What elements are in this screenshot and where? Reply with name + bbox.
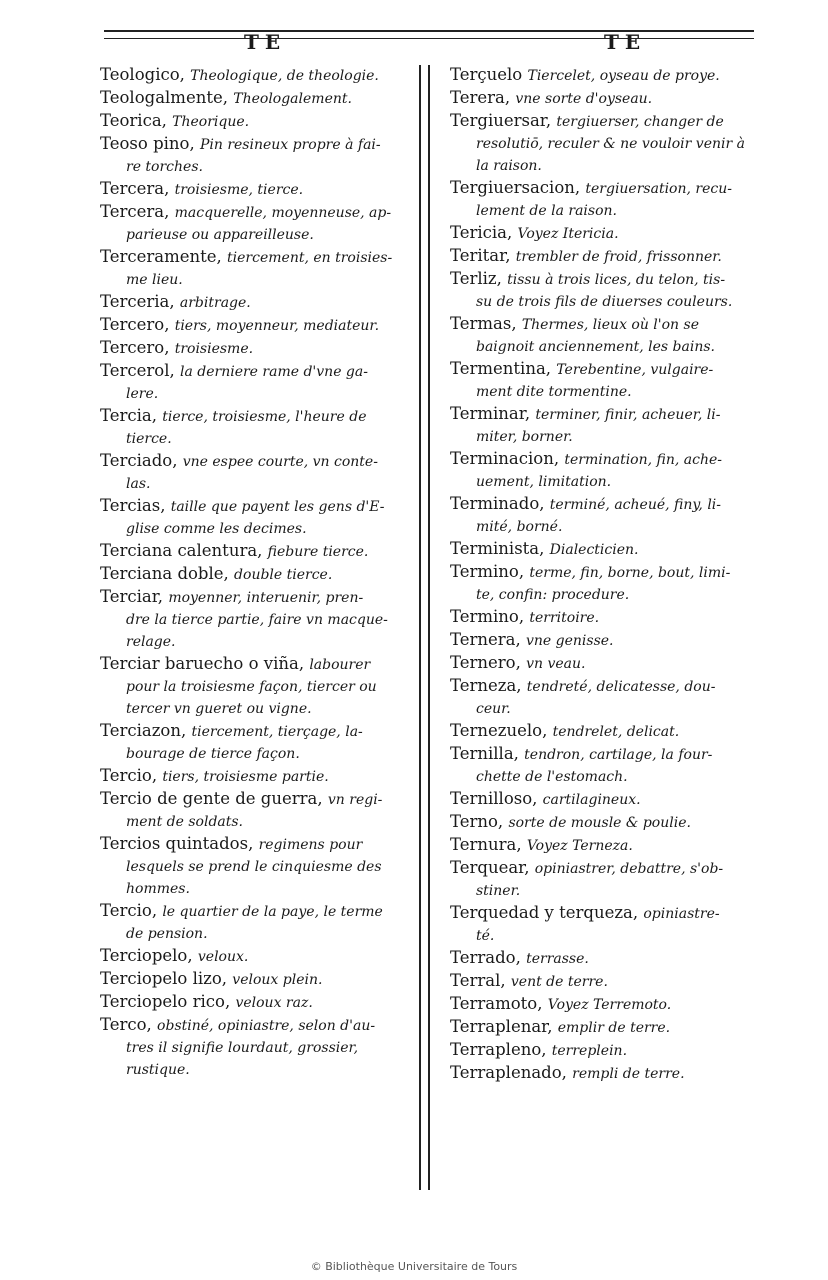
entry-term: Tericia, — [450, 223, 513, 242]
entry-definition: cartilagineux. — [542, 792, 641, 808]
entry-definition: troisiesme. — [174, 341, 254, 357]
entry-definition: veloux raz. — [235, 995, 313, 1011]
entry-continuation: uement, limitation. — [476, 474, 612, 490]
entry-definition: taille que payent les gens d'E- — [170, 499, 385, 515]
entry-definition: vne sorte d'oyseau. — [515, 91, 653, 107]
entry-definition: le quartier de la paye, le terme — [162, 904, 383, 920]
entry-definition: Theorique. — [172, 114, 250, 130]
dictionary-entry — [450, 538, 762, 561]
dictionary-entry — [100, 765, 418, 788]
entry-definition: arbitrage. — [179, 295, 251, 311]
entry-term: Terneza, — [450, 676, 522, 695]
entry-term: Terliz, — [450, 269, 502, 288]
left-column — [100, 64, 418, 1081]
copyright-footer: © Bibliothèque Universitaire de Tours — [310, 1260, 518, 1273]
dictionary-entry — [450, 720, 762, 743]
entry-term: Ternezuelo, — [450, 721, 548, 740]
dictionary-entry — [450, 1062, 762, 1085]
entry-continuation: lere. — [126, 386, 159, 402]
entry-continuation: su de trois fils de diuerses couleurs. — [476, 294, 733, 310]
entry-term: Terciopelo lizo, — [100, 969, 228, 988]
entry-term: Tergiuersar, — [450, 111, 552, 130]
entry-definition: tissu à trois lices, du telon, tis- — [507, 272, 726, 288]
dictionary-entry — [450, 222, 762, 245]
dictionary-entry — [100, 314, 418, 337]
entry-definition: terrasse. — [526, 951, 589, 967]
header-rule-thin — [104, 38, 754, 39]
entry-definition: tiers, moyenneur, mediateur. — [174, 318, 380, 334]
entry-term: Terceramente, — [100, 247, 222, 266]
entry-term: Terrapleno, — [450, 1040, 547, 1059]
entry-term: Terciar, — [100, 587, 164, 606]
entry-term: Ternilloso, — [450, 789, 538, 808]
dictionary-entry — [100, 653, 418, 720]
entry-continuation: glise comme les decimes. — [126, 521, 307, 537]
entry-term: Terminar, — [450, 404, 531, 423]
entry-continuation: te, confin: procedure. — [476, 587, 630, 603]
entry-continuation: tierce. — [126, 431, 172, 447]
entry-definition: labourer — [309, 657, 371, 673]
entry-continuation: de pension. — [126, 926, 208, 942]
entry-continuation: tres il signifie lourdaut, grossier, rustique. — [126, 1040, 359, 1078]
right-column — [450, 64, 762, 1085]
entry-definition: territoire. — [529, 610, 600, 626]
entry-definition: trembler de froid, frissonner. — [515, 249, 722, 265]
entry-definition: vn regi- — [327, 792, 383, 808]
dictionary-entry — [450, 448, 762, 493]
dictionary-entry — [450, 902, 762, 947]
entry-term: Terciopelo rico, — [100, 992, 231, 1011]
entry-definition: opiniastrer, debattre, s'ob- — [534, 861, 724, 877]
entry-definition: emplir de terre. — [557, 1020, 671, 1036]
dictionary-entry — [100, 291, 418, 314]
entry-definition: Voyez Terremoto. — [547, 997, 672, 1013]
entry-term: Terminista, — [450, 539, 545, 558]
entry-definition: rempli de terre. — [572, 1066, 685, 1082]
dictionary-entry — [100, 405, 418, 450]
entry-term: Tercia, — [100, 406, 157, 425]
dictionary-entry — [450, 834, 762, 857]
entry-term: Termino, — [450, 562, 525, 581]
dictionary-entry — [450, 403, 762, 448]
dictionary-entry — [100, 178, 418, 201]
entry-term: Tercio, — [100, 901, 158, 920]
entry-term: Terminacion, — [450, 449, 560, 468]
entry-definition: tierce, troisiesme, l'heure de — [162, 409, 367, 425]
entry-definition: Voyez Terneza. — [526, 838, 633, 854]
entry-continuation: parieuse ou appareilleuse. — [126, 227, 314, 243]
entry-definition: terminé, acheué, finy, li- — [549, 497, 722, 513]
entry-continuation: té. — [476, 928, 495, 944]
dictionary-entry — [450, 675, 762, 720]
entry-term: Ternera, — [450, 630, 521, 649]
entry-term: Tercio, — [100, 766, 158, 785]
entry-term: Ternura, — [450, 835, 522, 854]
dictionary-entry — [450, 652, 762, 675]
entry-definition: Theologalement. — [233, 91, 352, 107]
dictionary-entry — [450, 268, 762, 313]
dictionary-entry — [100, 788, 418, 833]
entry-definition: veloux. — [197, 949, 249, 965]
entry-definition: la derniere rame d'vne ga- — [179, 364, 368, 380]
column-divider — [419, 65, 421, 1190]
dictionary-entry — [100, 1014, 418, 1081]
entry-term: Terno, — [450, 812, 504, 831]
entry-continuation: baignoit anciennement, les bains. — [476, 339, 715, 355]
dictionary-entry — [100, 450, 418, 495]
dictionary-entry — [450, 87, 762, 110]
entry-term: Termino, — [450, 607, 525, 626]
entry-term: Terraplenado, — [450, 1063, 567, 1082]
entry-definition: regimens pour — [258, 837, 363, 853]
dictionary-entry — [450, 629, 762, 652]
entry-term: Tercio de gente de guerra, — [100, 789, 323, 808]
entry-continuation: las. — [126, 476, 151, 492]
dictionary-entry — [100, 337, 418, 360]
dictionary-entry — [100, 87, 418, 110]
dictionary-entry — [450, 358, 762, 403]
dictionary-entry — [100, 64, 418, 87]
entry-term: Terciado, — [100, 451, 178, 470]
dictionary-entry — [100, 945, 418, 968]
entry-definition: opiniastre- — [643, 906, 720, 922]
dictionary-entry — [450, 970, 762, 993]
entry-continuation: ment dite tormentine. — [476, 384, 632, 400]
entry-definition: moyenner, interuenir, pren- — [168, 590, 364, 606]
entry-definition: tiercement, tierçage, la- — [191, 724, 363, 740]
entry-continuation: re torches. — [126, 159, 203, 175]
entry-term: Teorica, — [100, 111, 167, 130]
dictionary-entry — [100, 201, 418, 246]
entry-definition: termination, fin, ache- — [564, 452, 722, 468]
entry-definition: tiers, troisiesme partie. — [162, 769, 329, 785]
dictionary-entry — [450, 493, 762, 538]
dictionary-entry — [100, 133, 418, 178]
entry-definition: Tiercelet, oyseau de proye. — [527, 68, 720, 84]
dictionary-entry — [450, 743, 762, 788]
dictionary-entry — [450, 561, 762, 606]
entry-definition: tendron, cartilage, la four- — [524, 747, 713, 763]
entry-continuation: miter, borner. — [476, 429, 573, 445]
entry-definition: double tierce. — [234, 567, 333, 583]
entry-definition: Voyez Itericia. — [517, 226, 619, 242]
entry-term: Termentina, — [450, 359, 552, 378]
entry-definition: vne genisse. — [526, 633, 614, 649]
entry-term: Teologico, — [100, 65, 185, 84]
entry-term: Tercios quintados, — [100, 834, 254, 853]
entry-term: Tercero, — [100, 315, 170, 334]
dictionary-entry — [100, 720, 418, 765]
entry-term: Ternilla, — [450, 744, 519, 763]
dictionary-entry — [450, 788, 762, 811]
entry-term: Terciazon, — [100, 721, 187, 740]
entry-continuation: ment de soldats. — [126, 814, 244, 830]
entry-term: Terraplenar, — [450, 1017, 553, 1036]
dictionary-entry — [100, 900, 418, 945]
entry-term: Terrado, — [450, 948, 521, 967]
entry-continuation: lement de la raison. — [476, 203, 617, 219]
running-head-right: TE — [604, 30, 647, 54]
dictionary-entry — [450, 993, 762, 1016]
entry-term: Terco, — [100, 1015, 152, 1034]
entry-continuation: chette de l'estomach. — [476, 769, 628, 785]
dictionary-entry — [450, 110, 762, 177]
entry-term: Teoso pino, — [100, 134, 195, 153]
entry-term: Tercero, — [100, 338, 170, 357]
entry-term: Terera, — [450, 88, 511, 107]
entry-definition: vent de terre. — [510, 974, 608, 990]
dictionary-entry — [100, 991, 418, 1014]
dictionary-entry — [100, 246, 418, 291]
entry-definition: terme, fin, borne, bout, limi- — [529, 565, 731, 581]
entry-definition: Terebentine, vulgaire- — [556, 362, 714, 378]
dictionary-entry — [100, 495, 418, 540]
entry-definition: tendrelet, delicat. — [552, 724, 680, 740]
entry-continuation: resolutiō, reculer & ne vouloir venir à la raison. — [476, 136, 745, 174]
entry-term: Tercera, — [100, 202, 170, 221]
dictionary-entry — [450, 947, 762, 970]
dictionary-entry — [450, 1039, 762, 1062]
entry-definition: vn veau. — [526, 656, 586, 672]
entry-term: Terral, — [450, 971, 506, 990]
entry-term: Terquear, — [450, 858, 530, 877]
entry-term: Tercera, — [100, 179, 170, 198]
dictionary-entry — [450, 177, 762, 222]
entry-definition: Pin resineux propre à fai- — [199, 137, 381, 153]
dictionary-entry — [450, 64, 762, 87]
entry-term: Teologalmente, — [100, 88, 228, 107]
dictionary-entry — [100, 586, 418, 653]
header-rule — [104, 30, 754, 32]
dictionary-entry — [100, 968, 418, 991]
entry-definition: Thermes, lieux où l'on se — [521, 317, 699, 333]
entry-continuation: bourage de tierce façon. — [126, 746, 300, 762]
dictionary-entry — [100, 563, 418, 586]
entry-continuation: pour la troisiesme façon, tiercer ou tercer vn gueret ou vigne. — [126, 679, 377, 717]
entry-definition: tendreté, delicatesse, dou- — [526, 679, 716, 695]
entry-continuation: lesquels se prend le cinquiesme des hommes. — [126, 859, 382, 897]
running-head-left: TE — [244, 30, 287, 54]
entry-term: Tercias, — [100, 496, 166, 515]
entry-definition: Dialecticien. — [549, 542, 639, 558]
dictionary-entry — [450, 606, 762, 629]
entry-definition: veloux plein. — [232, 972, 323, 988]
entry-term: Terçuelo — [450, 65, 523, 84]
entry-definition: macquerelle, moyenneuse, ap- — [174, 205, 392, 221]
entry-continuation: dre la tierce partie, faire vn macque-relage. — [126, 612, 388, 650]
entry-term: Teritar, — [450, 246, 511, 265]
column-divider-second — [428, 65, 430, 1190]
entry-definition: terreplein. — [551, 1043, 628, 1059]
dictionary-entry — [450, 1016, 762, 1039]
entry-term: Ternero, — [450, 653, 521, 672]
entry-term: Terminado, — [450, 494, 545, 513]
entry-term: Terciar baruecho o viña, — [100, 654, 305, 673]
entry-term: Terramoto, — [450, 994, 543, 1013]
entry-term: Terciana calentura, — [100, 541, 263, 560]
entry-continuation: me lieu. — [126, 272, 183, 288]
entry-definition: tergiuerser, changer de — [556, 114, 724, 130]
entry-definition: obstiné, opiniastre, selon d'au- — [157, 1018, 376, 1034]
entry-continuation: ceur. — [476, 701, 511, 717]
entry-definition: tergiuersation, recu- — [585, 181, 732, 197]
entry-definition: sorte de mousle & poulie. — [508, 815, 691, 831]
entry-definition: vne espee courte, vn conte- — [182, 454, 378, 470]
dictionary-entry — [450, 857, 762, 902]
entry-term: Tergiuersacion, — [450, 178, 581, 197]
entry-continuation: stiner. — [476, 883, 521, 899]
dictionary-entry — [450, 811, 762, 834]
entry-term: Tercerol, — [100, 361, 175, 380]
dictionary-entry — [100, 833, 418, 900]
entry-term: Terciopelo, — [100, 946, 193, 965]
entry-term: Terceria, — [100, 292, 175, 311]
entry-continuation: mité, borné. — [476, 519, 563, 535]
entry-definition: terminer, finir, acheuer, li- — [535, 407, 721, 423]
dictionary-entry — [100, 360, 418, 405]
dictionary-entry — [450, 313, 762, 358]
dictionary-entry — [100, 540, 418, 563]
entry-term: Termas, — [450, 314, 517, 333]
entry-definition: troisiesme, tierce. — [174, 182, 304, 198]
dictionary-entry — [450, 245, 762, 268]
dictionary-entry — [100, 110, 418, 133]
entry-term: Terciana doble, — [100, 564, 229, 583]
entry-definition: fiebure tierce. — [267, 544, 369, 560]
entry-definition: tiercement, en troisies- — [227, 250, 393, 266]
entry-term: Terquedad y terqueza, — [450, 903, 639, 922]
entry-definition: Theologique, de theologie. — [190, 68, 379, 84]
